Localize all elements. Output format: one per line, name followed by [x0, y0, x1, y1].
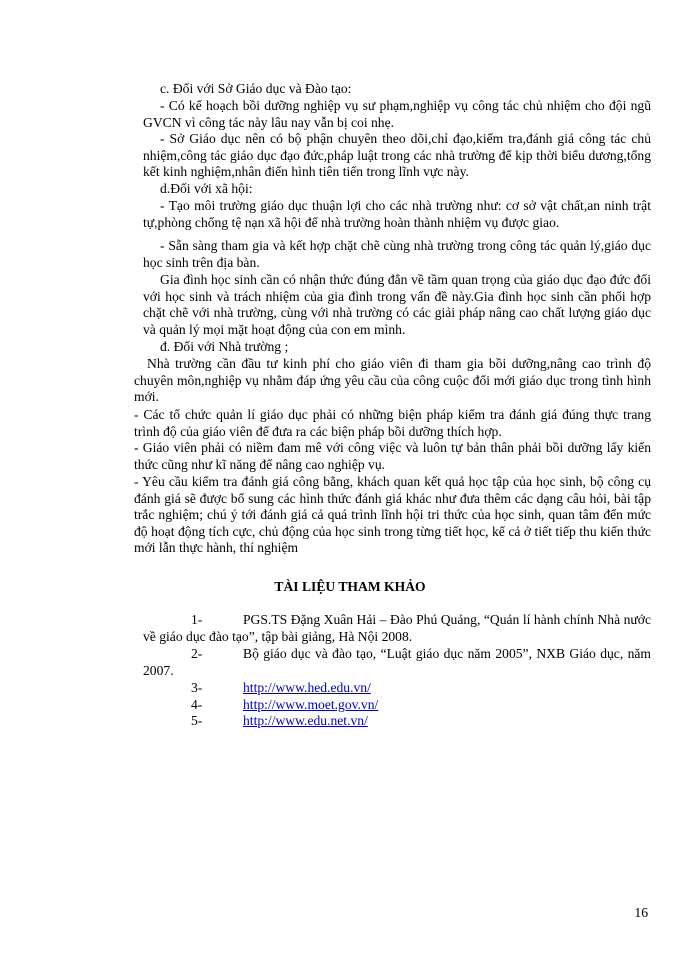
- section-d-heading: d.Đối với xã hội:: [160, 181, 253, 196]
- reference-number: 2-: [191, 646, 203, 661]
- reference-link-hed[interactable]: http://www.hed.edu.vn/: [243, 680, 371, 695]
- section-dd-item-3: - Yêu cầu kiểm tra đánh giá công bằng, khách quan kết quả học tập của học sinh, bộ công cụ đánh giá sẽ được bổ sung các hình thức đánh giá khác như đưa thêm các dạng câu hỏi, bài tập trắc nghiệm; chú ý tới đánh giá cả quá trình lĩnh hội tri thức của học sinh, quan tâm đến mức độ hoạt động tích cực, chủ động của học sinh trong từng tiết học, kể cả ở tiết tiếp thu kiến thức mới lẫn thực hành, thí nghiệm: [134, 474, 651, 556]
- section-d-item-2: - Sẵn sàng tham gia và kết hợp chặt chẽ cùng nhà trường trong công tác quản lý,giáo dục học sinh trên địa bàn.: [143, 238, 651, 270]
- reference-text: PGS.TS Đặng Xuân Hải – Đào Phú Quảng, “Quản lí hành chính Nhà nước về giáo dục đào tạo”, tập bài giảng, Hà Nội 2008.: [143, 612, 651, 644]
- reference-text: Bộ giáo dục và đào tạo, “Luật giáo dục năm 2005”, NXB Giáo dục, năm 2007.: [143, 646, 651, 678]
- reference-number: 1-: [191, 612, 203, 627]
- references-title: TÀI LIỆU THAM KHẢO: [274, 579, 426, 594]
- section-c-item-2: - Sở Giáo dục nên có bộ phận chuyên theo dõi,chỉ đạo,kiểm tra,đánh giá công tác chủ nhiệm,công tác giáo dục đạo đức,pháp luật trong các nhà trường để kịp thời biểu dương,tổng kết kinh nghiệm,nhân điển hình tiên tiến trong lĩnh vực này.: [143, 131, 651, 180]
- reference-link-moet[interactable]: http://www.moet.gov.vn/: [243, 697, 379, 712]
- section-c-heading: c. Đối với Sở Giáo dục và Đào tạo:: [160, 81, 352, 96]
- reference-number: 5-: [191, 713, 203, 728]
- reference-item: [143, 646, 651, 680]
- section-dd-paragraph: Nhà trường cần đầu tư kinh phí cho giáo viên đi tham gia bồi dưỡng,nâng cao trình độ chuyên môn,nghiệp vụ nhằm đáp ứng yêu cầu của công cuộc đổi mới giáo dục trong tình hình mới.: [134, 356, 651, 405]
- section-dd-item-1: - Các tổ chức quản lí giáo dục phải có những biện pháp kiểm tra đánh giá đúng thực trang trình độ của giáo viên để đưa ra các biện pháp bồi dưỡng thích hợp.: [134, 407, 651, 439]
- section-d-paragraph: Gia đình học sinh cần có nhận thức đúng đắn về tầm quan trọng của giáo dục đạo đức đối với học sinh và trách nhiệm của gia đình trong vấn đề này.Gia đình học sinh cần phối hợp chặt chẽ với nhà trường, cùng với nhà trường có các giải pháp nâng cao chất lượng giáo dục và quản lý mọi mặt hoạt động của con em mình.: [143, 272, 651, 337]
- reference-item: [191, 697, 651, 714]
- section-dd-heading: đ. Đối với Nhà trường ;: [160, 339, 289, 354]
- reference-number: 4-: [191, 697, 203, 712]
- reference-item: [191, 713, 651, 730]
- reference-item: [191, 680, 651, 697]
- reference-number: 3-: [191, 680, 203, 695]
- reference-link-edunet[interactable]: http://www.edu.net.vn/: [243, 713, 368, 728]
- section-dd-item-2: - Giáo viên phải có niềm đam mê với công việc và luôn tự bản thân phải bồi dưỡng lấy kiến thức cũng như kĩ năng để nâng cao nghiệp vụ.: [134, 440, 651, 472]
- section-d-item-1: - Tạo môi trường giáo dục thuận lợi cho các nhà trường như: cơ sở vật chất,an ninh trật tự,phòng chống tệ nạn xã hội để nhà trường hoàn thành nhiệm vụ được giao.: [143, 198, 651, 230]
- section-c-item-1: - Có kế hoạch bồi dưỡng nghiệp vụ sư phạm,nghiệp vụ công tác chủ nhiệm cho đội ngũ GVCN vì công tác này lâu nay vẫn bị coi nhẹ.: [143, 98, 651, 130]
- page-number: 16: [634, 905, 648, 920]
- reference-item: [143, 612, 651, 646]
